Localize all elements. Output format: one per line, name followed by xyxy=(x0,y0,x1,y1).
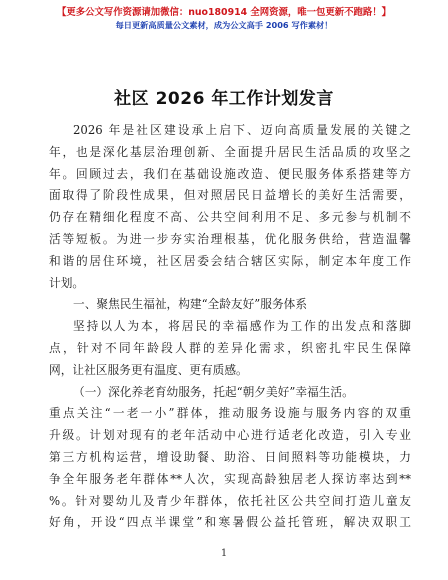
section-heading: 一、聚焦民生福祉，构建“全龄友好”服务体系 xyxy=(73,297,308,312)
body-line: 和谐的居住环境，社区居委会结合辖区实际，制定本年度工作 xyxy=(49,253,411,268)
body-line: 活等短板。为进一步夯实治理根基，优化服务供给，营造温馨 xyxy=(49,231,411,246)
page-number: 1 xyxy=(220,548,228,559)
body-line: 年。回顾过去，我们在基础设施改造、便民服务体系搭建等方 xyxy=(49,166,411,181)
document-body xyxy=(49,120,411,534)
body-line: %。针对婴幼儿及青少年群体，依托社区公共空间打造儿童友 xyxy=(49,493,411,508)
body-line: 年，也是深化基层治理创新、全面提升居民生活品质的攻坚之 xyxy=(49,144,411,159)
body-line: 2026 年是社区建设承上启下、迈向高质量发展的关键之 xyxy=(73,123,411,137)
promo-banner-line-1: 【更多公文写作资源请加微信：nuo180914 全网资源，唯一包更新不跑路！】 xyxy=(56,7,392,18)
body-line: 重点关注“一老一小”群体，推动服务设施与服务内容的双重 xyxy=(49,406,411,421)
subsection-heading: （一）深化养老育幼服务，托起“朝夕美好”幸福生活。 xyxy=(73,384,354,399)
body-line: 网，让社区服务更有温度、更有质感。 xyxy=(49,362,248,377)
document-title: 社区 2026 年工作计划发言 xyxy=(114,89,334,109)
body-line: 点，针对不同年龄段人群的差异化需求，织密扎牢民生保障 xyxy=(49,340,411,355)
body-line: 计划。 xyxy=(49,275,85,290)
body-line: 坚持以人为本，将居民的幸福感作为工作的出发点和落脚 xyxy=(73,319,411,334)
promo-banner-line-2: 每日更新高质量公文素材，成为公文高手 2006 写作素材！ xyxy=(115,20,333,30)
body-line: 面取得了阶段性成果，但对照居民日益增长的美好生活需要， xyxy=(49,188,411,203)
body-line: 争全年服务老年群体**人次，实现高龄独居老人探访率达到** xyxy=(49,471,411,486)
body-line: 升级。计划对现有的老年活动中心进行适老化改造，引入专业 xyxy=(49,428,411,443)
body-line: 第三方机构运营，增设助餐、助浴、日间照料等功能模块，力 xyxy=(49,449,411,464)
body-line: 仍存在精细化程度不高、公共空间利用不足、多元参与机制不 xyxy=(49,210,411,225)
body-line: 好角，开设“四点半课堂”和寒暑假公益托管班，解决双职工 xyxy=(49,515,411,530)
